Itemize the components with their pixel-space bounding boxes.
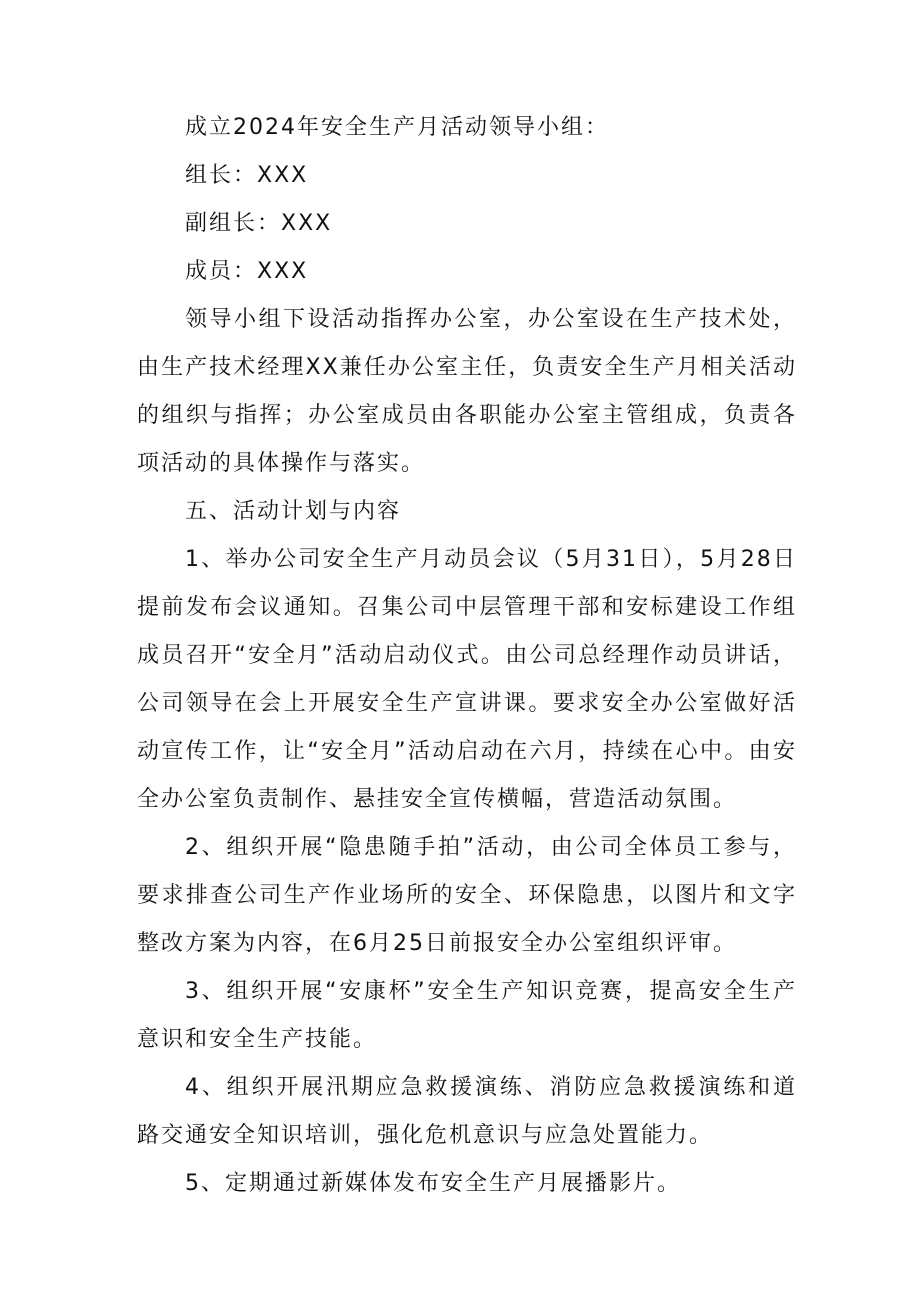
plan-item-5: 5、定期通过新媒体发布安全生产月展播影片。 [185, 1171, 681, 1196]
deputy-leader-line: 副组长：XXX [185, 211, 333, 236]
leadership-group-heading: 成立2024年安全生产月活动领导小组： [185, 115, 609, 140]
group-leader-line: 组长：XXX [185, 163, 309, 188]
plan-item-3: 3、组织开展“安康杯”安全生产知识竞赛，提高安全生产意识和安全生产技能。 [137, 979, 797, 1052]
members-line: 成员：XXX [185, 259, 309, 284]
plan-item-1: 1、举办公司安全生产月动员会议（5月31日），5月28日提前发布会议通知。召集公司中层管理干部和安标建设工作组成员召开“安全月”活动启动仪式。由公司总经理作动员讲话，公司领导在会上开展安全生产宣讲课。要求安全办公室做好活动宣传工作，让“安全月”活动启动在六月，持续在心中。由安全办公室负责制作、悬挂安全宣传横幅，营造活动氛围。 [137, 547, 797, 812]
plan-item-4: 4、组织开展汛期应急救援演练、消防应急救援演练和道路交通安全知识培训，强化危机意识与应急处置能力。 [137, 1075, 797, 1148]
section-heading-activity-plan: 五、活动计划与内容 [185, 499, 402, 524]
plan-item-2: 2、组织开展“隐患随手拍”活动，由公司全体员工参与，要求排查公司生产作业场所的安全、环保隐患，以图片和文字整改方案为内容，在6月25日前报安全办公室组织评审。 [137, 835, 797, 956]
document-body [137, 104, 797, 1208]
office-description-paragraph: 领导小组下设活动指挥办公室，办公室设在生产技术处，由生产技术经理XX兼任办公室主任，负责安全生产月相关活动的组织与指挥；办公室成员由各职能办公室主管组成，负责各项活动的具体操作与落实。 [137, 307, 797, 476]
